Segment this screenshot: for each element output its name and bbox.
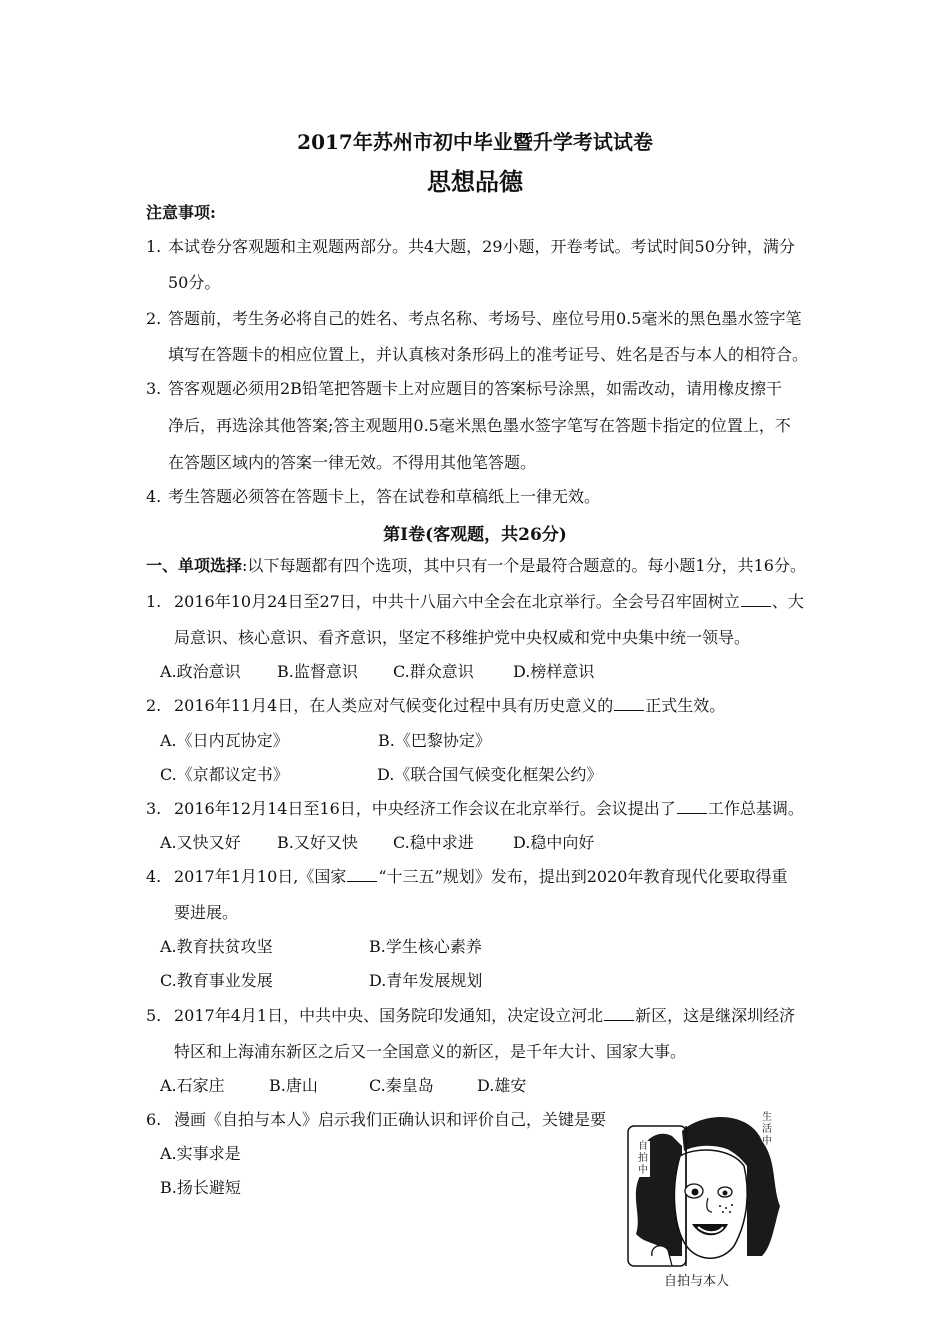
question-num: 2.	[146, 696, 162, 715]
notice-line: 考生答题必须答在答题卡上，答在试卷和草稿纸上一律无效。	[168, 487, 601, 506]
notice-line: 填写在答题卡的相应位置上，并认真核对条形码上的准考证号、姓名是否与本人的相符合。	[168, 345, 809, 364]
question-stem: 2016年10月24日至27日，中共十八届六中全会在北京举行。全会号召牢固树立 、大	[174, 592, 804, 611]
option: D.雄安	[477, 1076, 527, 1095]
question-stem-line2: 局意识、核心意识、看齐意识，坚定不移维护党中央权威和党中央集中统一领导。	[174, 628, 751, 647]
option: C.稳中求进	[393, 833, 474, 852]
option: B.唐山	[269, 1076, 318, 1095]
notice-line: 答客观题必须用2B铅笔把答题卡上对应题目的答案标号涂黑，如需改动，请用橡皮擦干	[168, 379, 782, 398]
notice-line: 在答题区域内的答案一律无效。不得用其他笔答题。	[168, 453, 537, 472]
cartoon-caption: 自拍与本人	[664, 1274, 730, 1289]
question-num: 3.	[146, 799, 162, 818]
question-stem: 漫画《自拍与本人》启示我们正确认识和评价自己，关键是要	[174, 1110, 607, 1129]
selfie-cartoon-illustration	[622, 1106, 782, 1292]
notice-line: 答题前，考生务必将自己的姓名、考点名称、考场号、座位号用0.5毫米的黑色墨水签字笔	[168, 309, 802, 328]
question-stem-line2: 要进展。	[174, 903, 239, 922]
question-stem: 2016年12月14日至16日，中央经济工作会议在北京举行。会议提出了 工作总基调。	[174, 799, 804, 818]
question-stem: 2016年11月4日，在人类应对气候变化过程中具有历史意义的 正式生效。	[174, 696, 726, 715]
answer-blank	[677, 799, 707, 814]
notice-line: 本试卷分客观题和主观题两部分。共4大题，29小题，开卷考试。考试时间50分钟，满分	[168, 237, 795, 256]
notice-line: 50分。	[168, 273, 221, 292]
option: C.秦皇岛	[369, 1076, 434, 1095]
option: A.教育扶贫攻坚	[160, 937, 273, 956]
option: D.榜样意识	[513, 662, 595, 681]
option: A.又快又好	[160, 833, 241, 852]
subject-title: 思想品德	[427, 167, 523, 196]
question-stem: 2017年4月1日，中共中央、国务院印发通知，决定设立河北 新区，这是继深圳经济	[174, 1006, 796, 1025]
answer-blank	[347, 867, 377, 882]
answer-blank	[614, 696, 644, 711]
cartoon-left-label: 自拍中	[638, 1141, 648, 1176]
notice-heading: 注意事项:	[146, 203, 216, 222]
section-instruction	[146, 556, 806, 576]
question-stem-line2: 特区和上海浦东新区之后又一全国意义的新区，是千年大计、国家大事。	[174, 1042, 687, 1061]
option: D.稳中向好	[513, 833, 595, 852]
option: D.青年发展规划	[369, 971, 483, 990]
question-num: 4.	[146, 867, 162, 886]
question-num: 6.	[146, 1110, 162, 1129]
option: C.教育事业发展	[160, 971, 273, 990]
option: B.监督意识	[277, 662, 358, 681]
notice-num: 4.	[146, 487, 162, 506]
answer-blank	[604, 1006, 634, 1021]
notice-line: 净后，再选涂其他答案;答主观题用0.5毫米黑色墨水签字笔写在答题卡指定的位置上，不	[168, 416, 791, 435]
notice-num: 1.	[146, 237, 162, 256]
question-num: 1.	[146, 592, 162, 611]
section-desc: :以下每题都有四个选项，其中只有一个是最符合题意的。每小题1分，共16分。	[242, 556, 806, 575]
question-num: 5.	[146, 1006, 162, 1025]
option: B.又好又快	[277, 833, 358, 852]
option: D.《联合国气候变化框架公约》	[377, 765, 603, 784]
notice-num: 3.	[146, 379, 162, 398]
option: A.实事求是	[160, 1144, 241, 1163]
option: A.《日内瓦协定》	[160, 731, 289, 750]
exam-title: 2017年苏州市初中毕业暨升学考试试卷	[297, 130, 653, 154]
option: A.政治意识	[160, 662, 241, 681]
cartoon-right-label: 生活中	[762, 1112, 772, 1147]
option: B.《巴黎协定》	[378, 731, 491, 750]
option: C.群众意识	[393, 662, 474, 681]
part1-title: 第Ⅰ卷(客观题，共26分)	[383, 525, 567, 545]
question-stem: 2017年1月10日,《国家 “十三五”规划》发布，提出到2020年教育现代化要取得重	[174, 867, 788, 886]
option: A.石家庄	[160, 1076, 225, 1095]
option: B.扬长避短	[160, 1178, 241, 1197]
option: C.《京都议定书》	[160, 765, 289, 784]
notice-num: 2.	[146, 309, 162, 328]
option: B.学生核心素养	[369, 937, 482, 956]
answer-blank	[741, 592, 771, 607]
section-label: 一、单项选择	[146, 556, 243, 575]
